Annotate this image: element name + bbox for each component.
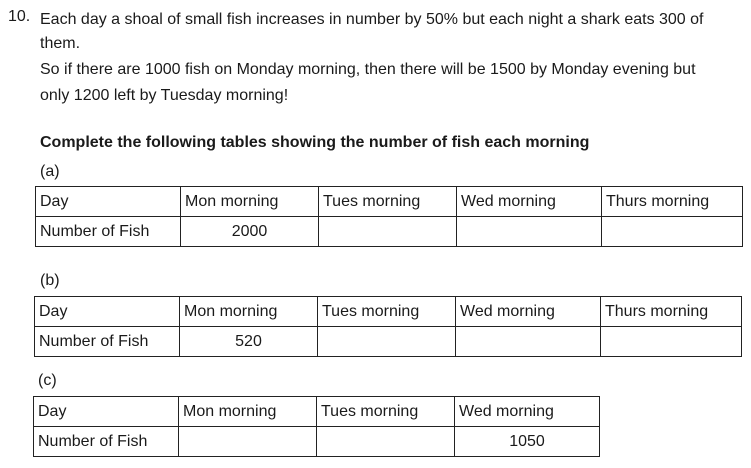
day-cell: Wed morning <box>455 397 600 427</box>
fish-table-b <box>34 296 742 357</box>
fish-count-cell[interactable] <box>457 217 602 247</box>
part-label-b: (b) <box>40 272 60 289</box>
fish-count-cell[interactable] <box>317 427 455 457</box>
table-row-day <box>36 187 743 217</box>
question-line-2: them. <box>40 35 81 52</box>
day-header-cell: Day <box>35 297 180 327</box>
fish-count-cell[interactable] <box>318 327 456 357</box>
instruction: Complete the following tables showing the number of fish each morning <box>40 134 590 151</box>
table-row-day <box>35 297 742 327</box>
day-cell: Mon morning <box>181 187 319 217</box>
fish-count-cell[interactable] <box>602 217 743 247</box>
fish-count-cell[interactable]: 1050 <box>455 427 600 457</box>
part-label-c: (c) <box>38 372 57 389</box>
question-line-1: Each day a shoal of small fish increases in number by 50% but each night a shark eats 300 of <box>40 11 704 28</box>
table-row-fish <box>36 217 743 247</box>
table-row-fish <box>34 427 600 457</box>
day-cell: Thurs morning <box>601 297 742 327</box>
day-cell: Tues morning <box>318 297 456 327</box>
fish-table-c <box>33 396 600 457</box>
fish-count-cell[interactable] <box>179 427 317 457</box>
day-cell: Wed morning <box>456 297 601 327</box>
day-cell: Tues morning <box>317 397 455 427</box>
fish-table-a <box>35 186 743 247</box>
part-label-a: (a) <box>40 163 60 180</box>
fish-header-cell: Number of Fish <box>35 327 180 357</box>
day-cell: Thurs morning <box>602 187 743 217</box>
table-row-day <box>34 397 600 427</box>
fish-count-cell[interactable] <box>319 217 457 247</box>
question-line-3: So if there are 1000 fish on Monday morning, then there will be 1500 by Monday evening but <box>40 61 696 78</box>
question-number: 10. <box>8 8 31 25</box>
fish-count-cell[interactable]: 520 <box>180 327 318 357</box>
fish-count-cell[interactable] <box>601 327 742 357</box>
day-cell: Mon morning <box>179 397 317 427</box>
fish-header-cell: Number of Fish <box>34 427 179 457</box>
fish-header-cell: Number of Fish <box>36 217 181 247</box>
day-cell: Wed morning <box>457 187 602 217</box>
day-cell: Mon morning <box>180 297 318 327</box>
fish-count-cell[interactable]: 2000 <box>181 217 319 247</box>
day-cell: Tues morning <box>319 187 457 217</box>
table-row-fish <box>35 327 742 357</box>
day-header-cell: Day <box>36 187 181 217</box>
day-header-cell: Day <box>34 397 179 427</box>
fish-count-cell[interactable] <box>456 327 601 357</box>
question-line-4: only 1200 left by Tuesday morning! <box>40 87 289 104</box>
